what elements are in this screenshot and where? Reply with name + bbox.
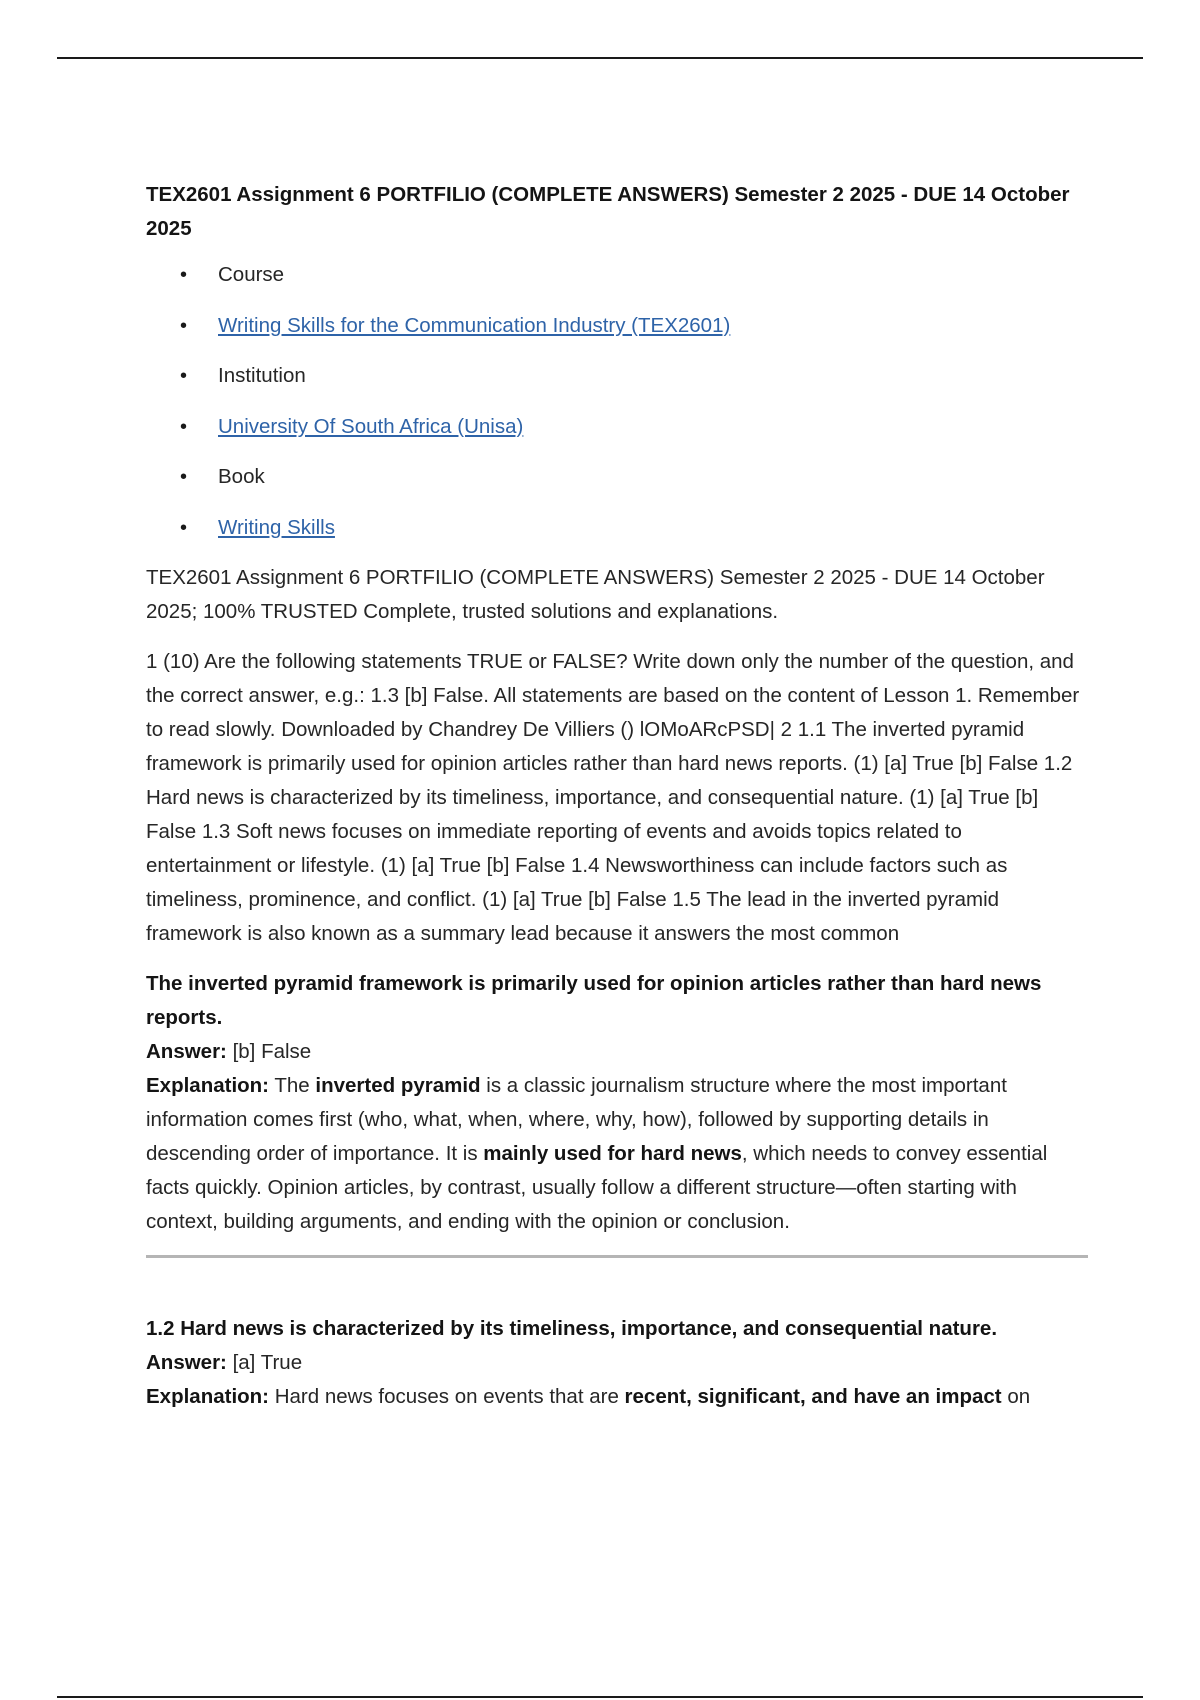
explanation-text: Hard news focuses on events that are xyxy=(269,1385,625,1408)
question-paragraph: 1 (10) Are the following statements TRUE or FALSE? Write down only the number of the question, and the correct answer, e.g.: 1.3 [b] False. All statements are based on the content of Lesson 1. Remember to read slowly. Downloaded by Chandrey De Villiers () lOMoARcPSD| 2 1.1 The inverted pyramid framework is primarily used for opinion articles rather than hard news reports. (1) [a] True [b] False 1.2 Hard news is characterized by its timeliness, importance, and consequential nature. (1) [a] True [b] False 1.3 Soft news focuses on immediate reporting of events and avoids topics related to entertainment or lifestyle. (1) [a] True [b] False 1.4 Newsworthiness can include factors such as timeliness, prominence, and conflict. (1) [a] True [b] False 1.5 The lead in the inverted pyramid framework is also known as a summary lead because it answers the most common xyxy=(146,650,1080,945)
bullet-icon: • xyxy=(180,365,188,387)
course-label: Course xyxy=(218,263,285,286)
bullet-icon: • xyxy=(180,264,188,286)
explanation-emphasis: recent, significant, and have an impact xyxy=(624,1385,1002,1408)
explanation-label: Explanation: xyxy=(146,1385,270,1408)
explanation-line xyxy=(146,1069,1088,1239)
explanation-line xyxy=(146,1380,1088,1414)
section-divider xyxy=(146,1255,1088,1258)
bullet-icon: • xyxy=(180,314,188,337)
meta-item-institution-link xyxy=(146,410,1088,444)
answer-value: [b] False xyxy=(226,1040,312,1063)
institution-label: Institution xyxy=(218,364,306,387)
institution-link[interactable]: University Of South Africa (Unisa) xyxy=(218,414,524,438)
document-body xyxy=(146,178,1088,1414)
bullet-icon: • xyxy=(180,516,188,539)
meta-item-course-label xyxy=(146,258,1088,292)
answer-question: 1.2 Hard news is characterized by its timeliness, importance, and consequential nature. xyxy=(146,1317,998,1340)
meta-item-institution-label xyxy=(146,359,1088,393)
footer-rule xyxy=(57,1696,1143,1698)
book-label: Book xyxy=(218,465,265,488)
bullet-icon: • xyxy=(180,466,188,488)
answer-block-1-1 xyxy=(146,967,1088,1239)
explanation-text: is a classic journalism structure where the most important information comes first (who, what, when, where, why, how), followed by supporting details in descending order of importance. It is xyxy=(146,1074,1007,1165)
meta-item-course-link xyxy=(146,309,1088,343)
answer-label: Answer: xyxy=(146,1351,227,1374)
book-link[interactable]: Writing Skills xyxy=(218,515,335,539)
answer-value: [a] True xyxy=(226,1351,303,1374)
explanation-text: , which needs to convey essential facts quickly. Opinion articles, by contrast, usually follow a different structure—often starting with context, building arguments, and ending with the opinion or conclusion. xyxy=(146,1142,1048,1233)
document-title: TEX2601 Assignment 6 PORTFILIO (COMPLETE ANSWERS) Semester 2 2025 - DUE 14 October 2025 xyxy=(146,183,1070,240)
explanation-text: on xyxy=(1001,1385,1031,1408)
intro-paragraph: TEX2601 Assignment 6 PORTFILIO (COMPLETE ANSWERS) Semester 2 2025 - DUE 14 October 2025; 100% TRUSTED Complete, trusted solutions and explanations. xyxy=(146,566,1045,623)
answer-line xyxy=(146,1035,1088,1069)
answer-block-1-2 xyxy=(146,1312,1088,1414)
bullet-icon: • xyxy=(180,415,188,438)
course-link[interactable]: Writing Skills for the Communication Industry (TEX2601) xyxy=(218,313,731,337)
explanation-emphasis: mainly used for hard news xyxy=(483,1142,742,1165)
answer-label: Answer: xyxy=(146,1040,227,1063)
answer-question: The inverted pyramid framework is primarily used for opinion articles rather than hard news reports. xyxy=(146,972,1042,1029)
meta-item-book-link xyxy=(146,511,1088,545)
document-meta-list xyxy=(146,258,1088,545)
header-rule xyxy=(57,57,1143,59)
explanation-emphasis: inverted pyramid xyxy=(315,1074,481,1097)
explanation-text: The xyxy=(269,1074,316,1097)
explanation-label: Explanation: xyxy=(146,1074,270,1097)
answer-line xyxy=(146,1346,1088,1380)
meta-item-book-label xyxy=(146,460,1088,494)
